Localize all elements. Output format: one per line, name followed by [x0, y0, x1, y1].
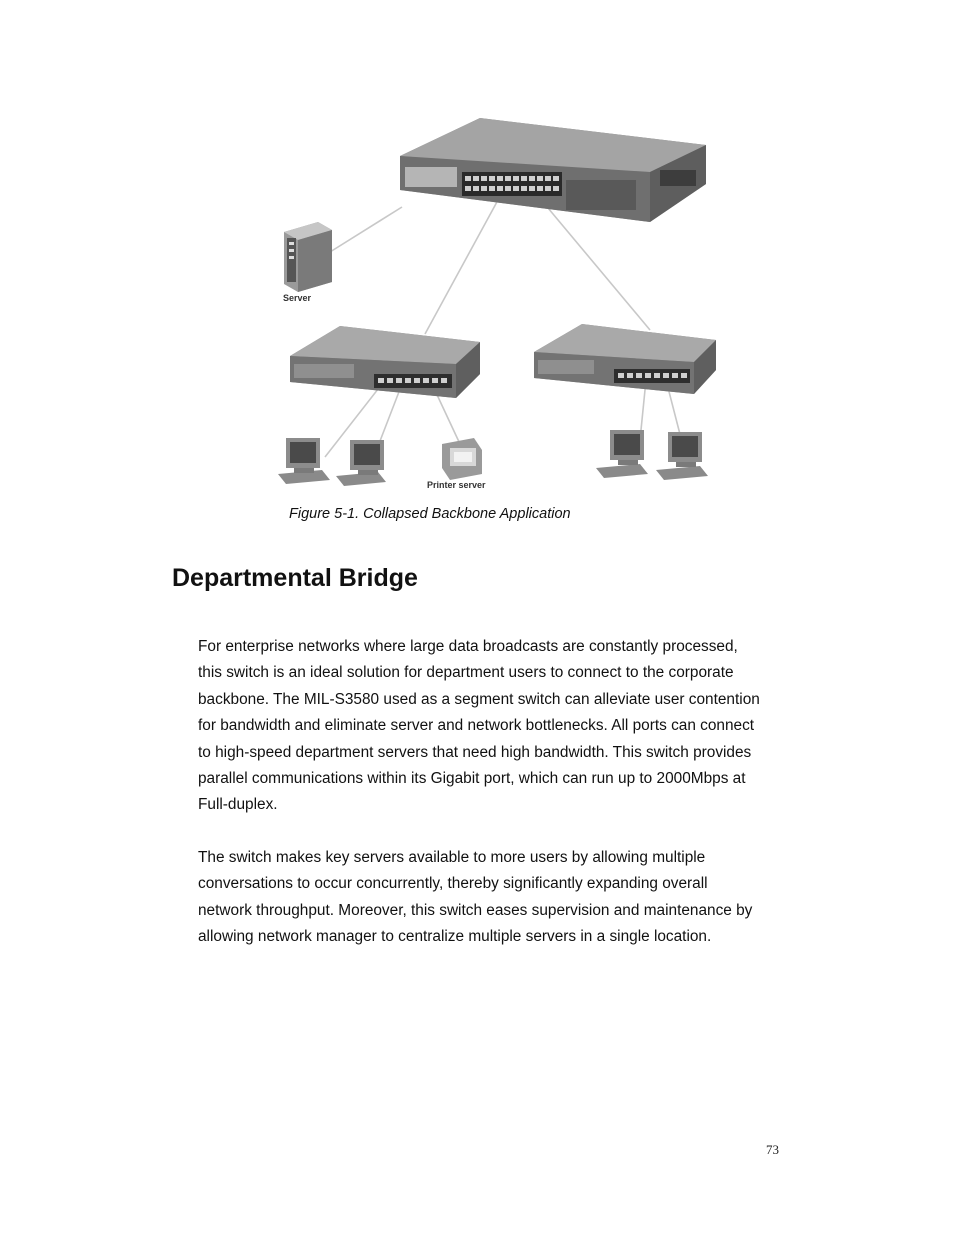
paragraph-line: for bandwidth and eliminate server and network bottlenecks. All ports can connect	[198, 717, 755, 735]
network-diagram-figure	[270, 112, 730, 492]
right-department-switch	[534, 324, 716, 394]
figure-caption: Figure 5-1. Collapsed Backbone Application	[289, 506, 571, 522]
printer-server-icon	[427, 438, 486, 490]
server-label: Server	[283, 293, 312, 303]
paragraph-line: parallel communications within its Gigabit port, which can run up to 2000Mbps at	[198, 770, 746, 788]
paragraph-line: this switch is an ideal solution for department users to connect to the corporate	[198, 664, 734, 682]
paragraph-line: network throughput. Moreover, this switch eases supervision and maintenance by	[198, 901, 753, 919]
paragraph-line: Full-duplex.	[198, 796, 278, 814]
workstation-icon	[336, 440, 386, 486]
paragraph-line: allowing network manager to centralize multiple servers in a single location.	[198, 928, 712, 946]
paragraph-line: conversations to occur concurrently, thereby significantly expanding overall	[198, 875, 708, 893]
backbone-switch	[400, 118, 706, 222]
paragraph-line: backbone. The MIL-S3580 used as a segment switch can alleviate user contention	[198, 690, 760, 708]
paragraph-line: to high-speed department servers that need high bandwidth. This switch provides	[198, 743, 752, 761]
left-department-switch	[290, 326, 480, 398]
workstation-icon	[656, 432, 708, 480]
workstation-icon	[278, 438, 330, 484]
collapsed-backbone-diagram	[270, 112, 730, 492]
workstation-icon	[596, 430, 648, 478]
server-tower	[283, 222, 332, 303]
page-number: 73	[766, 1142, 779, 1157]
paragraph-line: For enterprise networks where large data broadcasts are constantly processed,	[198, 638, 738, 655]
paragraph-line: The switch makes key servers available to more users by allowing multiple	[198, 849, 706, 866]
paragraph-2	[198, 845, 798, 951]
printer-server-label: Printer server	[427, 480, 486, 490]
paragraph-1	[198, 634, 798, 819]
connection-lines	[325, 200, 682, 457]
section-heading: Departmental Bridge	[172, 564, 418, 592]
